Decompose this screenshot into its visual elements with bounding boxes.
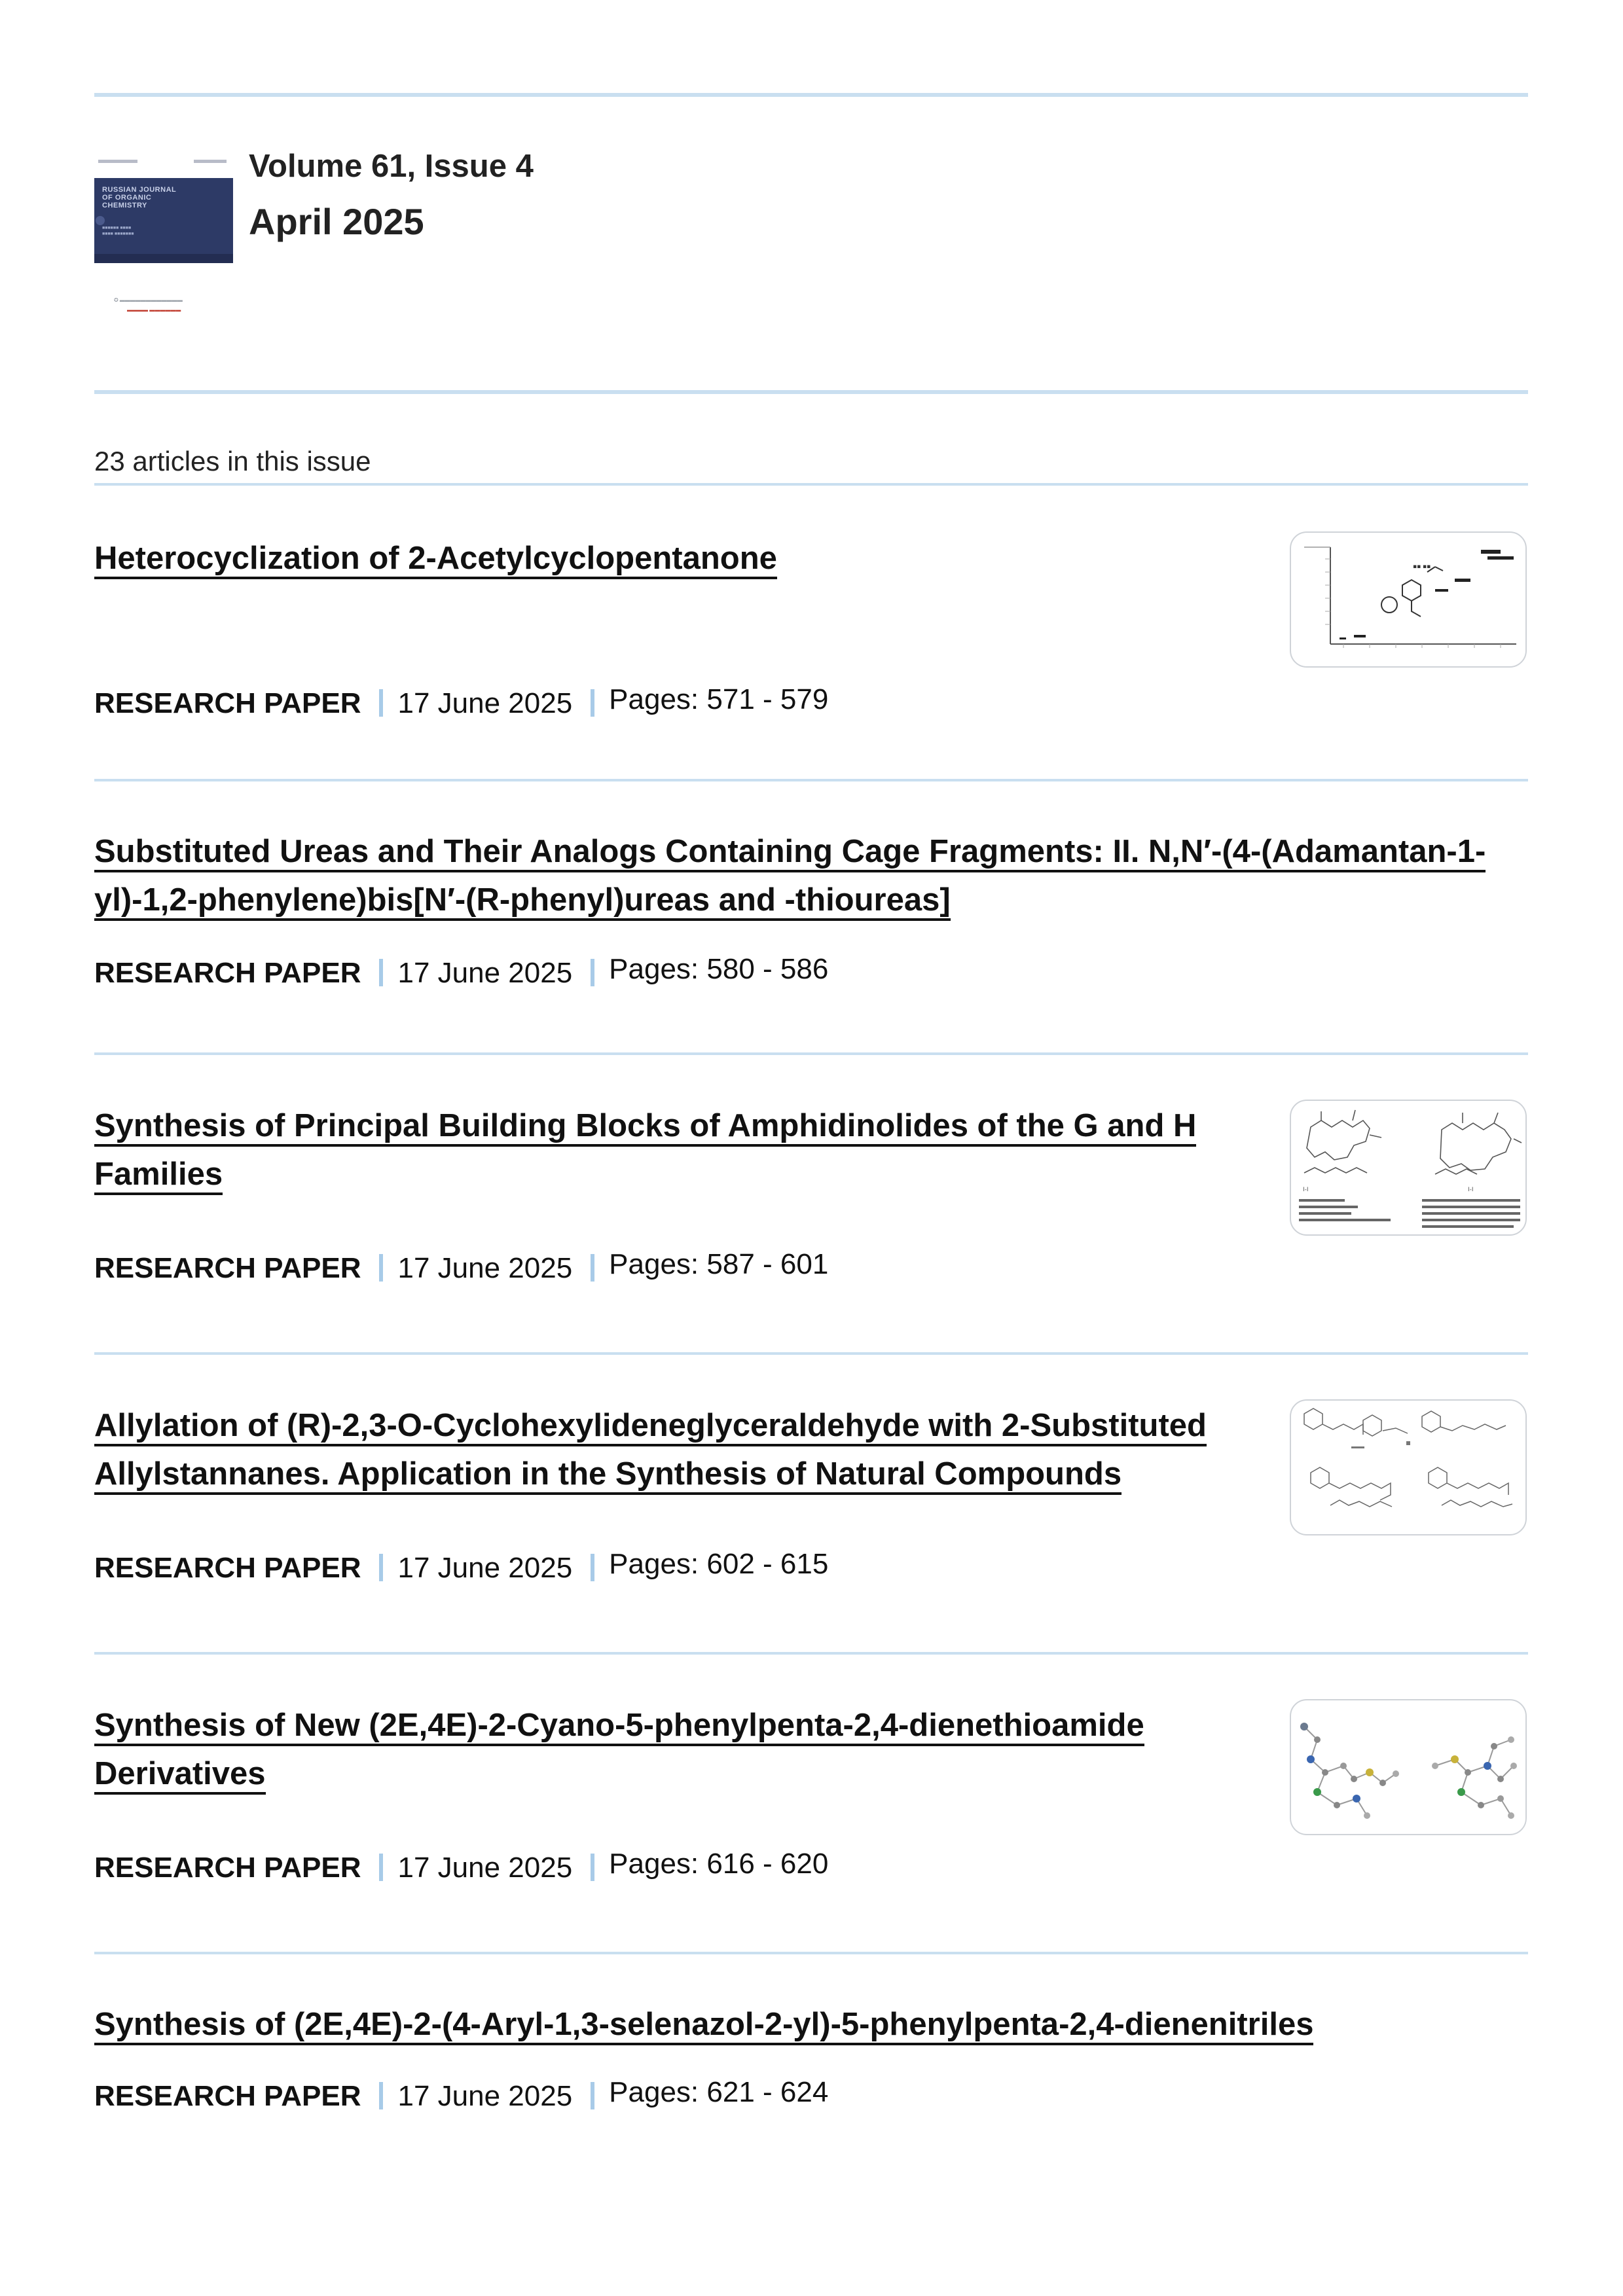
article-type: RESEARCH PAPER <box>94 2080 361 2112</box>
article-pages: Pages: 580 - 586 <box>609 953 829 985</box>
article-pages: Pages: 587 - 601 <box>609 1248 829 1280</box>
article-date: 17 June 2025 <box>397 687 573 719</box>
article-pages: Pages: 616 - 620 <box>609 1848 829 1880</box>
svg-text:▪▪ ▪▪: ▪▪ ▪▪ <box>1413 564 1431 570</box>
svg-text:I-I: I-I <box>1303 1187 1309 1193</box>
article-type: RESEARCH PAPER <box>94 957 361 989</box>
article-pages: Pages: 602 - 615 <box>609 1548 829 1580</box>
journal-cover-image[interactable]: RUSSIAN JOURNAL OF ORGANIC CHEMISTRY ■■■■■■ ■■■■ ■■■■ ■■■■■■■ ✪ ▬▬▬▬▬▬▬▬▬▬▬▬ ▬▬▬▬ ▬▬▬▬▬▬ <box>94 154 233 331</box>
article-title[interactable] <box>94 534 1260 583</box>
article-title-line[interactable]: Heterocyclization of 2-Acetylcyclopentanone <box>94 541 777 579</box>
article-title-line[interactable]: Derivatives <box>94 1756 266 1795</box>
article-title-line[interactable]: Substituted Ureas and Their Analogs Containing Cage Fragments: II. N,N′-(4-(Adamantan-1- <box>94 834 1486 872</box>
article-type: RESEARCH PAPER <box>94 1852 361 1884</box>
article-title-line[interactable]: Synthesis of Principal Building Blocks of Amphidinolides of the G and H <box>94 1108 1196 1147</box>
svg-text:I-I: I-I <box>1468 1187 1474 1193</box>
article-date: 17 June 2025 <box>397 1552 573 1584</box>
article-divider <box>94 779 1528 781</box>
article-type: RESEARCH PAPER <box>94 1252 361 1284</box>
issue-page <box>94 0 1528 2296</box>
article-type: RESEARCH PAPER <box>94 687 361 719</box>
article-date: 17 June 2025 <box>397 1252 573 1284</box>
article-title[interactable] <box>94 2000 1528 2049</box>
article-date: 17 June 2025 <box>397 957 573 989</box>
article-meta <box>94 953 829 991</box>
article-divider <box>94 1052 1528 1055</box>
article-meta <box>94 683 829 721</box>
article-title[interactable] <box>94 1102 1260 1198</box>
top-divider <box>94 93 1528 97</box>
article-title[interactable] <box>94 827 1528 924</box>
count-divider <box>94 483 1528 486</box>
article-meta <box>94 2076 829 2114</box>
article-title-line[interactable]: Synthesis of (2E,4E)-2-(4-Aryl-1,3-selenazol-2-yl)-5-phenylpenta-2,4-dienenitriles <box>94 2007 1313 2045</box>
issue-date: April 2025 <box>249 201 424 242</box>
reaction-scheme-thumbnail[interactable] <box>1290 1399 1527 1535</box>
publisher-logo-icon: ✪ ▬▬▬▬▬▬▬▬▬▬▬▬ ▬▬▬▬ ▬▬▬▬▬▬ <box>114 297 183 313</box>
article-title-line[interactable]: Allylation of (R)-2,3-O-Cyclohexylideneglyceraldehyde with 2-Substituted <box>94 1408 1207 1446</box>
article-title[interactable] <box>94 1701 1260 1798</box>
crystal-structure-thumbnail[interactable] <box>1290 1699 1527 1835</box>
article-meta <box>94 1850 828 1886</box>
volume-issue: Volume 61, Issue 4 <box>249 149 534 184</box>
article-pages: Pages: 621 - 624 <box>609 2076 829 2108</box>
article-meta <box>94 1248 829 1286</box>
spectrum-plot-thumbnail[interactable] <box>1290 531 1527 668</box>
article-divider <box>94 1652 1528 1655</box>
article-title-line[interactable]: yl)-1,2-phenylene)bis[N′-(R-phenyl)ureas and -thioureas] <box>94 882 951 921</box>
article-title[interactable] <box>94 1401 1260 1498</box>
article-divider <box>94 1952 1528 1954</box>
article-title-line[interactable]: Families <box>94 1157 223 1195</box>
article-meta <box>94 1548 829 1586</box>
article-title-line[interactable]: Synthesis of New (2E,4E)-2-Cyano-5-phenylpenta-2,4-dienethioamide <box>94 1708 1144 1746</box>
article-date: 17 June 2025 <box>397 1852 573 1884</box>
article-date: 17 June 2025 <box>397 2080 573 2112</box>
cover-title: RUSSIAN JOURNAL OF ORGANIC CHEMISTRY <box>102 186 177 209</box>
chemical-structures-thumbnail[interactable] <box>1290 1100 1527 1236</box>
article-divider <box>94 1352 1528 1355</box>
article-pages: Pages: 571 - 579 <box>609 683 829 715</box>
article-title-line[interactable]: Allylstannanes. Application in the Synthesis of Natural Compounds <box>94 1456 1122 1495</box>
article-type: RESEARCH PAPER <box>94 1552 361 1584</box>
article-count: 23 articles in this issue <box>94 446 371 476</box>
header-divider <box>94 390 1528 394</box>
